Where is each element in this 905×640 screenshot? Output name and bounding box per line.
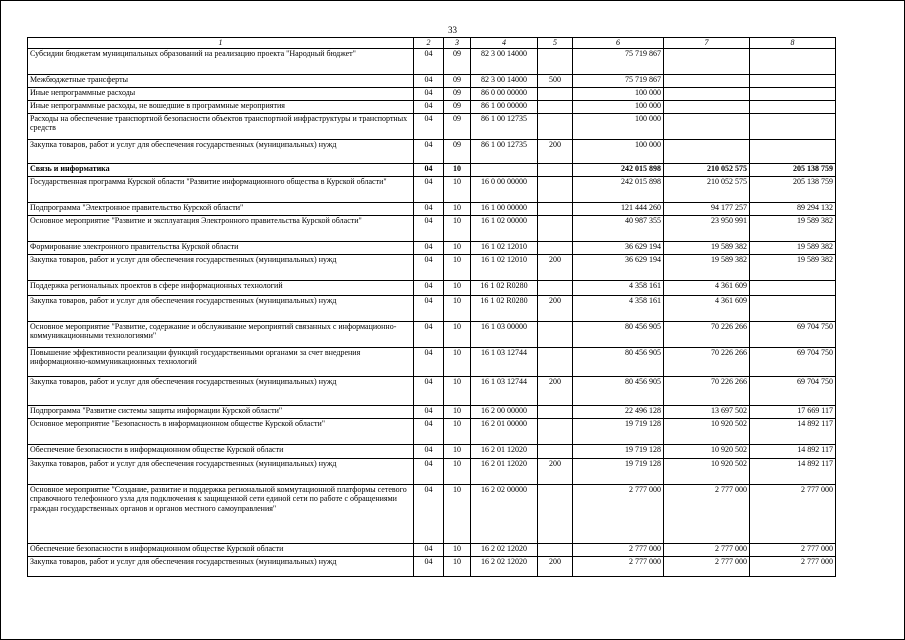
subsection-code-cell: 10 bbox=[444, 215, 471, 241]
header-cell: 1 bbox=[28, 38, 414, 49]
target-article-cell bbox=[471, 163, 538, 176]
subsection-code-cell: 09 bbox=[444, 74, 471, 87]
header-cell: 7 bbox=[664, 38, 750, 49]
amount-year1-cell: 36 629 194 bbox=[573, 254, 664, 280]
section-code-cell: 04 bbox=[414, 405, 444, 418]
section-code-cell: 04 bbox=[414, 295, 444, 321]
expenditure-name-cell: Закупка товаров, работ и услуг для обеспечения государственных (муниципальных) нужд bbox=[28, 139, 414, 163]
amount-year2-cell: 70 226 266 bbox=[664, 321, 750, 347]
amount-year3-cell: 14 892 117 bbox=[750, 444, 836, 458]
table-row bbox=[28, 48, 836, 74]
table-row bbox=[28, 87, 836, 100]
amount-year2-cell: 70 226 266 bbox=[664, 347, 750, 376]
subsection-code-cell: 10 bbox=[444, 254, 471, 280]
subsection-code-cell: 09 bbox=[444, 139, 471, 163]
expense-type-cell: 200 bbox=[538, 556, 573, 576]
target-article-cell: 16 1 03 12744 bbox=[471, 347, 538, 376]
subsection-code-cell: 09 bbox=[444, 113, 471, 139]
subsection-code-cell: 09 bbox=[444, 48, 471, 74]
amount-year1-cell: 19 719 128 bbox=[573, 458, 664, 484]
subsection-code-cell: 10 bbox=[444, 458, 471, 484]
expense-type-cell: 200 bbox=[538, 376, 573, 405]
table-row bbox=[28, 321, 836, 347]
amount-year3-cell bbox=[750, 74, 836, 87]
subsection-code-cell: 10 bbox=[444, 241, 471, 254]
amount-year1-cell: 2 777 000 bbox=[573, 556, 664, 576]
expenditure-name-cell: Основное мероприятие "Развитие, содержание и обслуживание мероприятий связанных с информационно-коммуникационными технологиями" bbox=[28, 321, 414, 347]
amount-year2-cell: 10 920 502 bbox=[664, 418, 750, 444]
subsection-code-cell: 09 bbox=[444, 87, 471, 100]
amount-year2-cell: 70 226 266 bbox=[664, 376, 750, 405]
amount-year2-cell bbox=[664, 74, 750, 87]
target-article-cell: 16 2 01 00000 bbox=[471, 418, 538, 444]
section-code-cell: 04 bbox=[414, 347, 444, 376]
header-cell: 5 bbox=[538, 38, 573, 49]
amount-year1-cell: 75 719 867 bbox=[573, 74, 664, 87]
expense-type-cell bbox=[538, 113, 573, 139]
section-code-cell: 04 bbox=[414, 556, 444, 576]
target-article-cell: 16 1 02 12010 bbox=[471, 241, 538, 254]
expense-type-cell bbox=[538, 543, 573, 556]
section-code-cell: 04 bbox=[414, 484, 444, 543]
amount-year3-cell: 14 892 117 bbox=[750, 418, 836, 444]
expenditure-name-cell: Основное мероприятие "Развитие и эксплуатация Электронного правительства Курской области" bbox=[28, 215, 414, 241]
table-row bbox=[28, 458, 836, 484]
amount-year3-cell: 69 704 750 bbox=[750, 321, 836, 347]
amount-year3-cell: 17 669 117 bbox=[750, 405, 836, 418]
section-code-cell: 04 bbox=[414, 321, 444, 347]
amount-year3-cell: 2 777 000 bbox=[750, 556, 836, 576]
amount-year2-cell: 4 361 609 bbox=[664, 280, 750, 295]
section-code-cell: 04 bbox=[414, 100, 444, 113]
amount-year1-cell: 4 358 161 bbox=[573, 280, 664, 295]
amount-year2-cell bbox=[664, 87, 750, 100]
amount-year3-cell bbox=[750, 48, 836, 74]
amount-year1-cell: 100 000 bbox=[573, 139, 664, 163]
amount-year2-cell: 2 777 000 bbox=[664, 556, 750, 576]
amount-year1-cell: 80 456 905 bbox=[573, 347, 664, 376]
amount-year3-cell: 2 777 000 bbox=[750, 484, 836, 543]
target-article-cell: 16 2 01 12020 bbox=[471, 458, 538, 484]
expense-type-cell bbox=[538, 87, 573, 100]
amount-year3-cell: 19 589 382 bbox=[750, 241, 836, 254]
table-row bbox=[28, 100, 836, 113]
section-code-cell: 04 bbox=[414, 241, 444, 254]
expense-type-cell: 200 bbox=[538, 139, 573, 163]
budget-table bbox=[27, 37, 836, 577]
amount-year2-cell: 2 777 000 bbox=[664, 484, 750, 543]
expense-type-cell bbox=[538, 100, 573, 113]
subsection-code-cell: 10 bbox=[444, 418, 471, 444]
amount-year3-cell bbox=[750, 87, 836, 100]
amount-year2-cell: 23 950 991 bbox=[664, 215, 750, 241]
amount-year1-cell: 100 000 bbox=[573, 87, 664, 100]
expense-type-cell bbox=[538, 280, 573, 295]
target-article-cell: 16 1 03 12744 bbox=[471, 376, 538, 405]
subsection-code-cell: 10 bbox=[444, 543, 471, 556]
target-article-cell: 16 1 02 R0280 bbox=[471, 295, 538, 321]
section-code-cell: 04 bbox=[414, 418, 444, 444]
amount-year1-cell: 19 719 128 bbox=[573, 418, 664, 444]
header-cell: 2 bbox=[414, 38, 444, 49]
table-row bbox=[28, 139, 836, 163]
table-row bbox=[28, 202, 836, 215]
amount-year3-cell: 89 294 132 bbox=[750, 202, 836, 215]
subsection-code-cell: 10 bbox=[444, 321, 471, 347]
expenditure-name-cell: Закупка товаров, работ и услуг для обеспечения государственных (муниципальных) нужд bbox=[28, 458, 414, 484]
amount-year2-cell: 19 589 382 bbox=[664, 254, 750, 280]
expenditure-name-cell: Формирование электронного правительства Курской области bbox=[28, 241, 414, 254]
section-code-cell: 04 bbox=[414, 376, 444, 405]
amount-year2-cell: 210 052 575 bbox=[664, 163, 750, 176]
target-article-cell: 86 1 00 12735 bbox=[471, 139, 538, 163]
expense-type-cell bbox=[538, 405, 573, 418]
expenditure-name-cell: Иные непрограммные расходы bbox=[28, 87, 414, 100]
section-code-cell: 04 bbox=[414, 74, 444, 87]
expenditure-name-cell: Иные непрограммные расходы, не вошедшие в программные мероприятия bbox=[28, 100, 414, 113]
expenditure-name-cell: Закупка товаров, работ и услуг для обеспечения государственных (муниципальных) нужд bbox=[28, 376, 414, 405]
subsection-code-cell: 10 bbox=[444, 202, 471, 215]
target-article-cell: 16 0 00 00000 bbox=[471, 176, 538, 202]
expenditure-name-cell: Государственная программа Курской области "Развитие информационного общества в Курской области" bbox=[28, 176, 414, 202]
expenditure-name-cell: Обеспечение безопасности в информационном обществе Курской области bbox=[28, 444, 414, 458]
expense-type-cell: 500 bbox=[538, 74, 573, 87]
expense-type-cell bbox=[538, 215, 573, 241]
expenditure-name-cell: Поддержка региональных проектов в сфере информационных технологий bbox=[28, 280, 414, 295]
amount-year1-cell: 40 987 355 bbox=[573, 215, 664, 241]
expenditure-name-cell: Закупка товаров, работ и услуг для обеспечения государственных (муниципальных) нужд bbox=[28, 556, 414, 576]
section-code-cell: 04 bbox=[414, 280, 444, 295]
amount-year1-cell: 75 719 867 bbox=[573, 48, 664, 74]
table-row bbox=[28, 254, 836, 280]
header-cell: 6 bbox=[573, 38, 664, 49]
section-code-cell: 04 bbox=[414, 215, 444, 241]
subsection-code-cell: 10 bbox=[444, 280, 471, 295]
expenditure-name-cell: Закупка товаров, работ и услуг для обеспечения государственных (муниципальных) нужд bbox=[28, 254, 414, 280]
table-row bbox=[28, 376, 836, 405]
table-row bbox=[28, 347, 836, 376]
header-cell: 8 bbox=[750, 38, 836, 49]
target-article-cell: 16 1 00 00000 bbox=[471, 202, 538, 215]
expenditure-name-cell: Повышение эффективности реализации функций государственными органами за счет внедрения информационно-коммуникационных технологий bbox=[28, 347, 414, 376]
amount-year2-cell bbox=[664, 48, 750, 74]
header-cell: 4 bbox=[471, 38, 538, 49]
target-article-cell: 86 0 00 00000 bbox=[471, 87, 538, 100]
amount-year3-cell: 19 589 382 bbox=[750, 254, 836, 280]
section-code-cell: 04 bbox=[414, 254, 444, 280]
amount-year1-cell: 22 496 128 bbox=[573, 405, 664, 418]
expenditure-name-cell: Закупка товаров, работ и услуг для обеспечения государственных (муниципальных) нужд bbox=[28, 295, 414, 321]
expense-type-cell bbox=[538, 176, 573, 202]
amount-year1-cell: 242 015 898 bbox=[573, 163, 664, 176]
amount-year1-cell: 80 456 905 bbox=[573, 321, 664, 347]
expense-type-cell bbox=[538, 48, 573, 74]
section-code-cell: 04 bbox=[414, 48, 444, 74]
amount-year3-cell bbox=[750, 295, 836, 321]
table-row bbox=[28, 405, 836, 418]
section-code-cell: 04 bbox=[414, 163, 444, 176]
amount-year3-cell: 69 704 750 bbox=[750, 376, 836, 405]
subsection-code-cell: 10 bbox=[444, 556, 471, 576]
amount-year2-cell: 19 589 382 bbox=[664, 241, 750, 254]
section-code-cell: 04 bbox=[414, 113, 444, 139]
subsection-code-cell: 10 bbox=[444, 405, 471, 418]
amount-year1-cell: 100 000 bbox=[573, 100, 664, 113]
table-row bbox=[28, 163, 836, 176]
target-article-cell: 16 2 02 00000 bbox=[471, 484, 538, 543]
table-row bbox=[28, 113, 836, 139]
expense-type-cell bbox=[538, 347, 573, 376]
amount-year2-cell bbox=[664, 113, 750, 139]
amount-year1-cell: 36 629 194 bbox=[573, 241, 664, 254]
target-article-cell: 16 2 02 12020 bbox=[471, 543, 538, 556]
section-code-cell: 04 bbox=[414, 543, 444, 556]
table-row bbox=[28, 295, 836, 321]
target-article-cell: 16 2 02 12020 bbox=[471, 556, 538, 576]
expense-type-cell bbox=[538, 418, 573, 444]
expenditure-name-cell: Подпрограмма "Электронное правительство Курской области" bbox=[28, 202, 414, 215]
amount-year2-cell: 4 361 609 bbox=[664, 295, 750, 321]
subsection-code-cell: 09 bbox=[444, 100, 471, 113]
table-row bbox=[28, 241, 836, 254]
amount-year3-cell bbox=[750, 100, 836, 113]
amount-year3-cell bbox=[750, 139, 836, 163]
amount-year1-cell: 2 777 000 bbox=[573, 484, 664, 543]
expenditure-name-cell: Расходы на обеспечение транспортной безопасности объектов транспортной инфраструктуры и транспортных средств bbox=[28, 113, 414, 139]
table-row bbox=[28, 176, 836, 202]
expense-type-cell bbox=[538, 241, 573, 254]
target-article-cell: 86 1 00 00000 bbox=[471, 100, 538, 113]
expenditure-name-cell: Основное мероприятие "Безопасность в информационном обществе Курской области" bbox=[28, 418, 414, 444]
expense-type-cell: 200 bbox=[538, 295, 573, 321]
amount-year2-cell: 13 697 502 bbox=[664, 405, 750, 418]
amount-year2-cell: 10 920 502 bbox=[664, 458, 750, 484]
table-row bbox=[28, 556, 836, 576]
target-article-cell: 82 3 00 14000 bbox=[471, 48, 538, 74]
subsection-code-cell: 10 bbox=[444, 176, 471, 202]
amount-year1-cell: 19 719 128 bbox=[573, 444, 664, 458]
expenditure-name-cell: Субсидии бюджетам муниципальных образований на реализацию проекта "Народный бюджет" bbox=[28, 48, 414, 74]
amount-year3-cell: 205 138 759 bbox=[750, 176, 836, 202]
amount-year1-cell: 100 000 bbox=[573, 113, 664, 139]
target-article-cell: 16 2 00 00000 bbox=[471, 405, 538, 418]
table-row bbox=[28, 484, 836, 543]
amount-year2-cell bbox=[664, 139, 750, 163]
amount-year1-cell: 242 015 898 bbox=[573, 176, 664, 202]
target-article-cell: 16 2 01 12020 bbox=[471, 444, 538, 458]
subsection-code-cell: 10 bbox=[444, 376, 471, 405]
subsection-code-cell: 10 bbox=[444, 444, 471, 458]
target-article-cell: 82 3 00 14000 bbox=[471, 74, 538, 87]
table-row bbox=[28, 74, 836, 87]
section-code-cell: 04 bbox=[414, 458, 444, 484]
table-row bbox=[28, 280, 836, 295]
amount-year1-cell: 121 444 260 bbox=[573, 202, 664, 215]
target-article-cell: 16 1 02 12010 bbox=[471, 254, 538, 280]
expense-type-cell: 200 bbox=[538, 254, 573, 280]
target-article-cell: 16 1 02 R0280 bbox=[471, 280, 538, 295]
amount-year3-cell: 19 589 382 bbox=[750, 215, 836, 241]
expense-type-cell bbox=[538, 444, 573, 458]
amount-year2-cell: 210 052 575 bbox=[664, 176, 750, 202]
amount-year1-cell: 2 777 000 bbox=[573, 543, 664, 556]
subsection-code-cell: 10 bbox=[444, 484, 471, 543]
column-number-header-row bbox=[28, 38, 836, 49]
section-code-cell: 04 bbox=[414, 139, 444, 163]
amount-year3-cell: 69 704 750 bbox=[750, 347, 836, 376]
expenditure-name-cell: Обеспечение безопасности в информационном обществе Курской области bbox=[28, 543, 414, 556]
amount-year2-cell: 10 920 502 bbox=[664, 444, 750, 458]
amount-year1-cell: 4 358 161 bbox=[573, 295, 664, 321]
table-row bbox=[28, 418, 836, 444]
expenditure-name-cell: Связь и информатика bbox=[28, 163, 414, 176]
section-code-cell: 04 bbox=[414, 444, 444, 458]
amount-year3-cell: 205 138 759 bbox=[750, 163, 836, 176]
expense-type-cell bbox=[538, 484, 573, 543]
expense-type-cell bbox=[538, 163, 573, 176]
table-row bbox=[28, 444, 836, 458]
target-article-cell: 16 1 02 00000 bbox=[471, 215, 538, 241]
table-row bbox=[28, 543, 836, 556]
section-code-cell: 04 bbox=[414, 202, 444, 215]
amount-year3-cell: 14 892 117 bbox=[750, 458, 836, 484]
expenditure-name-cell: Основное мероприятие "Создание, развитие и поддержка региональной коммутационной платформы сетевого справочного телефонного узла для подключения к защищенной сети единой сети по работе с обращениями граждан государственных органов и органов местного самоуправления" bbox=[28, 484, 414, 543]
amount-year2-cell: 2 777 000 bbox=[664, 543, 750, 556]
expenditure-name-cell: Межбюджетные трансферты bbox=[28, 74, 414, 87]
section-code-cell: 04 bbox=[414, 176, 444, 202]
target-article-cell: 16 1 03 00000 bbox=[471, 321, 538, 347]
expense-type-cell bbox=[538, 202, 573, 215]
section-code-cell: 04 bbox=[414, 87, 444, 100]
amount-year3-cell bbox=[750, 113, 836, 139]
page-number: 33 bbox=[448, 25, 457, 35]
subsection-code-cell: 10 bbox=[444, 347, 471, 376]
table-row bbox=[28, 215, 836, 241]
amount-year2-cell: 94 177 257 bbox=[664, 202, 750, 215]
expense-type-cell bbox=[538, 321, 573, 347]
subsection-code-cell: 10 bbox=[444, 295, 471, 321]
target-article-cell: 86 1 00 12735 bbox=[471, 113, 538, 139]
amount-year1-cell: 80 456 905 bbox=[573, 376, 664, 405]
amount-year2-cell bbox=[664, 100, 750, 113]
header-cell: 3 bbox=[444, 38, 471, 49]
amount-year3-cell: 2 777 000 bbox=[750, 543, 836, 556]
expenditure-name-cell: Подпрограмма "Развитие системы защиты информации Курской области" bbox=[28, 405, 414, 418]
expense-type-cell: 200 bbox=[538, 458, 573, 484]
subsection-code-cell: 10 bbox=[444, 163, 471, 176]
amount-year3-cell bbox=[750, 280, 836, 295]
